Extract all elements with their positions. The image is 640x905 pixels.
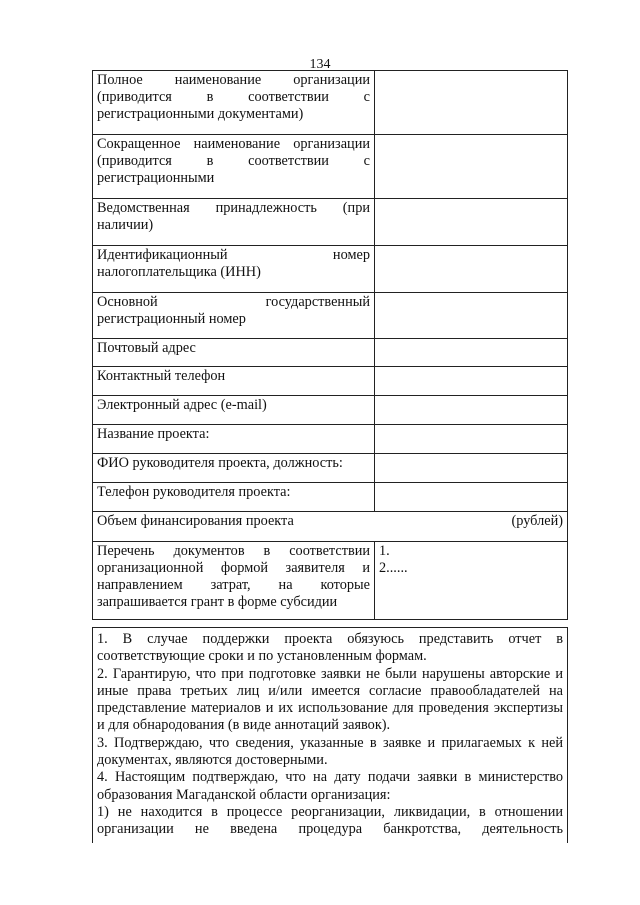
funding-label: Объем финансирования проекта (97, 513, 294, 529)
funding-unit: (рублей) (511, 513, 563, 529)
table-row (93, 293, 568, 339)
declaration-paragraph: 1) не находится в процессе реорганизации, ликвидации, в отношении организации не введена процедура банкротства, деятельность (97, 803, 563, 838)
label-cell (93, 135, 375, 199)
declaration-paragraph: 2. Гарантирую, что при подготовке заявки не были нарушены авторские и иные права третьих лиц и/или имеется согласие правообладателей на представление материалов и их использование для проведения экспертизы и для обнародования (в виде аннотаций заявок). (97, 665, 563, 734)
label-line: регистрационными (97, 170, 215, 186)
label-cell (93, 199, 375, 246)
funding-cell[interactable] (93, 512, 568, 542)
table-row (93, 135, 568, 199)
table-row (93, 396, 568, 425)
label-line: Сокращенное наименование организации (97, 136, 370, 152)
value-cell[interactable] (375, 396, 568, 425)
table-row (93, 367, 568, 396)
declaration-paragraph: 4. Настоящим подтверждаю, что на дату подачи заявки в министерство образования Магаданской области организация: (97, 769, 563, 803)
table-row (93, 454, 568, 483)
documents-value-cell[interactable] (375, 542, 568, 620)
label-line: направлением затрат, на которые (97, 577, 370, 593)
label-line: Электронный адрес (e-mail) (97, 397, 267, 413)
label-cell (93, 396, 375, 425)
label-line: наличии) (97, 217, 154, 233)
label-cell (93, 542, 375, 620)
label-line: Ведомственная принадлежность (при (97, 200, 370, 216)
document-list-item: 1. (379, 543, 390, 559)
value-cell[interactable] (375, 454, 568, 483)
declaration-paragraph: 1. В случае поддержки проекта обязуюсь представить отчет в соответствующие сроки и по установленным формам. (97, 631, 563, 665)
label-line: регистрационными документами) (97, 106, 304, 122)
label-line: налогоплательщика (ИНН) (97, 264, 261, 280)
label-cell (93, 339, 375, 367)
label-line: ФИО руководителя проекта, должность: (97, 455, 343, 471)
label-line: запрашивается грант в форме субсидии (97, 594, 338, 610)
label-line: Перечень документов в соответствии (97, 543, 370, 559)
document-list-item: 2...... (379, 560, 408, 576)
table-row (93, 199, 568, 246)
label-cell (93, 71, 375, 135)
label-cell (93, 483, 375, 512)
declaration-paragraph: 3. Подтверждаю, что сведения, указанные в заявке и прилагаемых к ней документах, являются достоверными. (97, 734, 563, 769)
label-cell (93, 293, 375, 339)
label-cell (93, 246, 375, 293)
label-line: Полное наименование организации (97, 72, 370, 88)
table-row (93, 339, 568, 367)
declaration-box (92, 627, 568, 843)
value-cell[interactable] (375, 339, 568, 367)
value-cell[interactable] (375, 483, 568, 512)
value-cell[interactable] (375, 246, 568, 293)
funding-row (93, 512, 568, 542)
label-cell (93, 454, 375, 483)
table-row (93, 483, 568, 512)
label-line: (приводится в соответствии с (97, 153, 370, 169)
value-cell[interactable] (375, 135, 568, 199)
label-line: Основной государственный (97, 294, 370, 310)
label-cell (93, 367, 375, 396)
page-number: 134 (309, 57, 331, 72)
label-line: Идентификационный номер (97, 247, 370, 263)
value-cell[interactable] (375, 425, 568, 454)
application-form-table (92, 70, 568, 620)
value-cell[interactable] (375, 71, 568, 135)
table-row (93, 425, 568, 454)
label-line: Телефон руководителя проекта: (97, 484, 291, 500)
label-line: (приводится в соответствии с (97, 89, 370, 105)
value-cell[interactable] (375, 199, 568, 246)
table-row (93, 246, 568, 293)
label-line: Контактный телефон (97, 368, 226, 384)
table-row (93, 71, 568, 135)
label-line: регистрационный номер (97, 311, 246, 327)
label-line: Название проекта: (97, 426, 210, 442)
value-cell[interactable] (375, 293, 568, 339)
documents-row (93, 542, 568, 620)
label-line: организационной формой заявителя и (97, 560, 370, 576)
label-line: Почтовый адрес (97, 340, 196, 356)
value-cell[interactable] (375, 367, 568, 396)
label-cell (93, 425, 375, 454)
